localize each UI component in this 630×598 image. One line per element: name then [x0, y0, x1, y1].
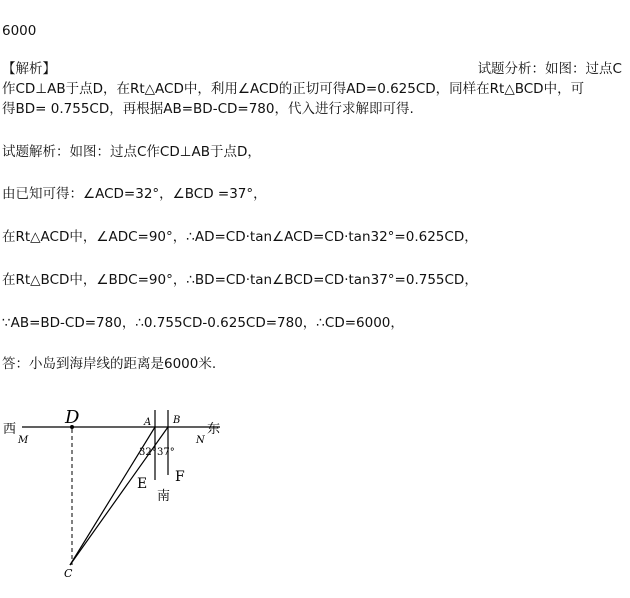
angle-37-label: 37° [157, 447, 175, 458]
answer-value: 6000 [2, 23, 37, 39]
label-east: 东 [207, 422, 221, 437]
solution-line-5: ∵AB=BD-CD=780，∴0.755CD-0.625CD=780，∴CD=6000， [2, 315, 404, 331]
label-e: E [137, 476, 148, 492]
analysis-line-2: 得BD= 0.755CD，再根据AB=BD-CD=780，代入进行求解即可得. [2, 101, 414, 117]
analysis-heading: 【解析】 [2, 61, 56, 77]
label-d: D [65, 407, 80, 428]
label-a: A [144, 417, 152, 428]
label-south: 南 [157, 489, 171, 504]
label-west: 西 [3, 422, 17, 437]
solution-line-2: 由已知可得：∠ACD=32°，∠BCD =37°， [2, 186, 267, 202]
label-c: C [64, 567, 73, 580]
label-n: N [196, 435, 205, 446]
geometry-diagram [0, 395, 260, 595]
label-f: F [175, 469, 185, 485]
solution-line-4: 在Rt△BCD中，∠BDC=90°，∴BD=CD·tan∠BCD=CD·tan37°=0.755CD， [2, 272, 478, 288]
angle-32-label: 32° [139, 447, 157, 458]
solution-line-3: 在Rt△ACD中，∠ADC=90°，∴AD=CD·tan∠ACD=CD·tan32°=0.625CD， [2, 229, 478, 245]
label-b: B [173, 415, 181, 426]
analysis-line-1: 作CD⊥AB于点D，在Rt△ACD中，利用∠ACD的正切可得AD=0.625CD，同样在Rt△BCD中，可 [2, 81, 585, 97]
solution-line-6: 答：小岛到海岸线的距离是6000米. [2, 356, 217, 372]
analysis-intro: 试题分析：如图：过点C [477, 61, 622, 77]
solution-line-1: 试题解析：如图：过点C作CD⊥AB于点D， [2, 144, 261, 160]
label-m: M [18, 435, 29, 446]
